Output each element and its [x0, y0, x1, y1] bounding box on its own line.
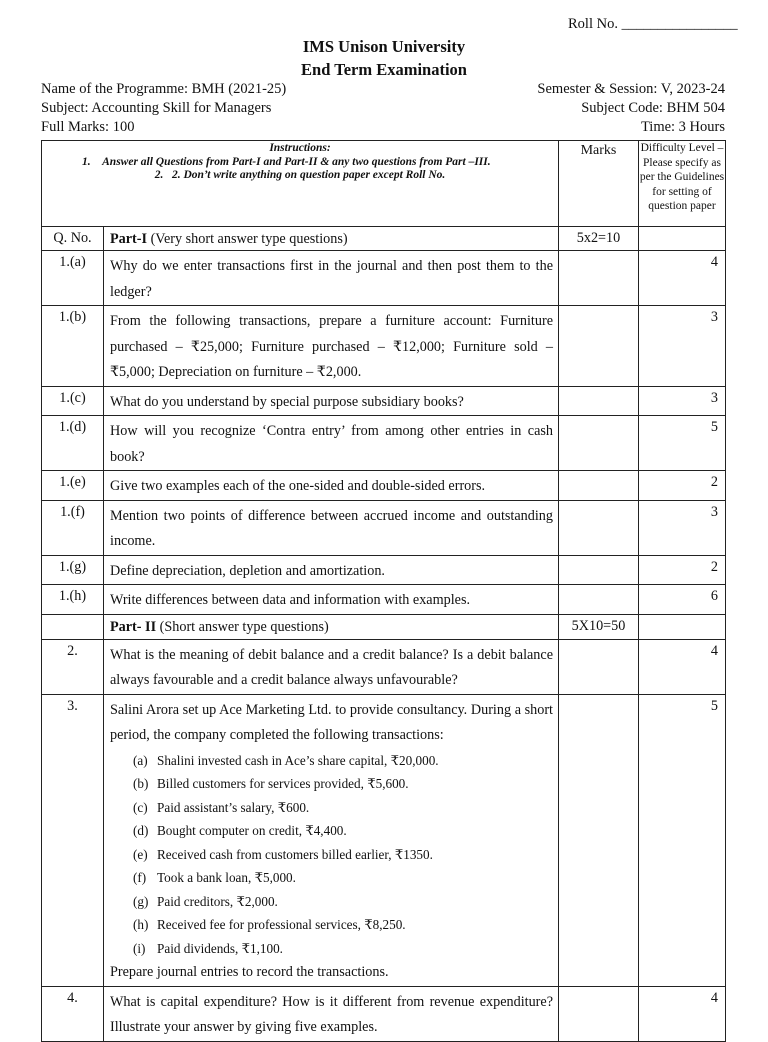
question-marks [559, 471, 639, 501]
question-row [42, 555, 726, 585]
difficulty-level: 2 [639, 471, 726, 501]
exam-title: End Term Examination [301, 60, 467, 79]
question-number: 1.(f) [42, 500, 104, 555]
instructions-block [42, 141, 559, 227]
question-text: Mention two points of difference between accrued income and outstanding income. [104, 500, 559, 555]
instructions-row [42, 141, 726, 227]
transaction-label: (g) [133, 893, 149, 909]
subject-code: Subject Code: BHM 504 [581, 100, 725, 116]
transaction-list [110, 749, 553, 961]
transaction-text: Paid creditors, ₹2,000. [157, 893, 278, 909]
transaction-item [133, 772, 553, 796]
question-number: 1.(d) [42, 416, 104, 471]
part1-header-row [42, 227, 726, 251]
difficulty-header: Difficulty Level – Please specify as per the Guidelines for setting of question paper [639, 141, 726, 227]
question-text: Define depreciation, depletion and amortization. [104, 555, 559, 585]
question-marks [559, 555, 639, 585]
question-table [41, 140, 726, 1042]
part2-heading [104, 614, 559, 639]
qno-header: Q. No. [42, 227, 104, 251]
transaction-item [133, 796, 553, 820]
question-row [42, 386, 726, 416]
difficulty-level: 5 [639, 694, 726, 986]
part1-marks: 5x2=10 [559, 227, 639, 251]
question-marks [559, 694, 639, 986]
transaction-item [133, 819, 553, 843]
question-marks [559, 986, 639, 1041]
subject-name: Subject: Accounting Skill for Managers [41, 100, 272, 116]
question-intro: Salini Arora set up Ace Marketing Ltd. to provide consultancy. During a short period, the company completed the following transactions: [110, 701, 553, 743]
instruction-2 [42, 169, 558, 183]
question-row [42, 500, 726, 555]
question-number: 4. [42, 986, 104, 1041]
instruction-1-num: 1. [82, 155, 91, 168]
question-number: 3. [42, 694, 104, 986]
question-row [42, 639, 726, 694]
question-row [42, 416, 726, 471]
difficulty-level: 3 [639, 386, 726, 416]
question-marks [559, 416, 639, 471]
difficulty-level: 4 [639, 251, 726, 306]
question-row [42, 471, 726, 501]
difficulty-level: 4 [639, 986, 726, 1041]
question-number: 1.(h) [42, 585, 104, 615]
transaction-label: (i) [133, 940, 146, 956]
transaction-text: Bought computer on credit, ₹4,400. [157, 823, 347, 838]
question-text: How will you recognize ‘Contra entry’ from among other entries in cash book? [104, 416, 559, 471]
transaction-text: Paid assistant’s salary, ₹600. [157, 799, 310, 815]
part2-qno [42, 614, 104, 639]
transaction-item [133, 749, 553, 773]
part1-subtitle: (Very short answer type questions) [147, 231, 348, 247]
transaction-text: Paid dividends, ₹1,100. [157, 940, 283, 956]
difficulty-level: 4 [639, 639, 726, 694]
difficulty-level: 3 [639, 500, 726, 555]
question-marks [559, 500, 639, 555]
transaction-item [133, 843, 553, 867]
question-row [42, 306, 726, 387]
programme-name: Name of the Programme: BMH (2021-25) [41, 81, 287, 97]
question-text: What do you understand by special purpose subsidiary books? [104, 386, 559, 416]
question-text [104, 694, 559, 986]
part2-title: Part- II [110, 618, 157, 635]
question-number: 1.(e) [42, 471, 104, 501]
marks-header: Marks [559, 141, 639, 227]
question-text: Give two examples each of the one-sided and double-sided errors. [104, 471, 559, 501]
question-marks [559, 386, 639, 416]
question-number: 1.(a) [42, 251, 104, 306]
transaction-label: (f) [133, 870, 147, 885]
transaction-text: Took a bank loan, ₹5,000. [157, 870, 296, 885]
full-marks: Full Marks: 100 [41, 119, 135, 135]
university-name: IMS Unison University [302, 37, 466, 56]
question-row [42, 694, 726, 986]
part2-subtitle: (Short answer type questions) [156, 618, 329, 635]
transaction-label: (c) [133, 799, 148, 815]
transaction-text: Received cash from customers billed earlier, ₹1350. [157, 846, 433, 862]
difficulty-level: 5 [639, 416, 726, 471]
transaction-label: (b) [133, 776, 149, 791]
question-text: Why do we enter transactions first in the journal and then post them to the ledger? [104, 251, 559, 306]
transaction-label: (e) [133, 846, 148, 862]
question-text: What is capital expenditure? How is it different from revenue expenditure? Illustrate your answer by giving five examples. [104, 986, 559, 1041]
transaction-text: Shalini invested cash in Ace’s share capital, ₹20,000. [157, 752, 439, 768]
transaction-item [133, 866, 553, 890]
instruction-2-num: 2. [154, 169, 164, 181]
transaction-item [133, 913, 553, 937]
transaction-label: (h) [133, 917, 149, 932]
part2-difficulty [639, 614, 726, 639]
part1-title: Part-I [110, 231, 148, 247]
roll-number-field: Roll No. ________________ [568, 16, 738, 32]
part2-marks: 5X10=50 [559, 614, 639, 639]
transaction-label: (d) [133, 823, 149, 838]
transaction-label: (a) [133, 752, 148, 768]
question-number: 1.(c) [42, 386, 104, 416]
difficulty-level: 6 [639, 585, 726, 615]
part1-heading [104, 227, 559, 251]
question-text: From the following transactions, prepare a furniture account: Furniture purchased – ₹25,000; Furniture purchased – ₹12,000; Furniture sold – ₹5,000; Depreciation on furniture – ₹2,000. [104, 306, 559, 387]
question-closing: Prepare journal entries to record the transactions. [110, 964, 389, 980]
transaction-item [133, 890, 553, 914]
question-marks [559, 306, 639, 387]
question-number: 1.(b) [42, 306, 104, 387]
question-marks [559, 585, 639, 615]
question-marks [559, 251, 639, 306]
instructions-heading: Instructions: [269, 142, 331, 154]
exam-time: Time: 3 Hours [640, 119, 725, 135]
instruction-2-text: 2. Don’t write anything on question paper except Roll No. [171, 169, 446, 181]
part1-difficulty [639, 227, 726, 251]
question-row [42, 986, 726, 1041]
instruction-1-text: Answer all Questions from Part-I and Part-II & any two questions from Part –III. [102, 155, 491, 168]
question-row [42, 251, 726, 306]
question-text: What is the meaning of debit balance and a credit balance? Is a debit balance always favourable and a credit balance always unfavourable? [104, 639, 559, 694]
question-marks [559, 639, 639, 694]
question-number: 1.(g) [42, 555, 104, 585]
difficulty-level: 3 [639, 306, 726, 387]
part2-header-row [42, 614, 726, 639]
transaction-text: Received fee for professional services, ₹8,250. [157, 917, 406, 932]
transaction-text: Billed customers for services provided, ₹5,600. [157, 776, 409, 791]
question-row [42, 585, 726, 615]
difficulty-level: 2 [639, 555, 726, 585]
question-number: 2. [42, 639, 104, 694]
transaction-item [133, 937, 553, 961]
semester-session: Semester & Session: V, 2023-24 [537, 81, 725, 97]
question-text: Write differences between data and information with examples. [104, 585, 559, 615]
instruction-1 [42, 156, 558, 170]
